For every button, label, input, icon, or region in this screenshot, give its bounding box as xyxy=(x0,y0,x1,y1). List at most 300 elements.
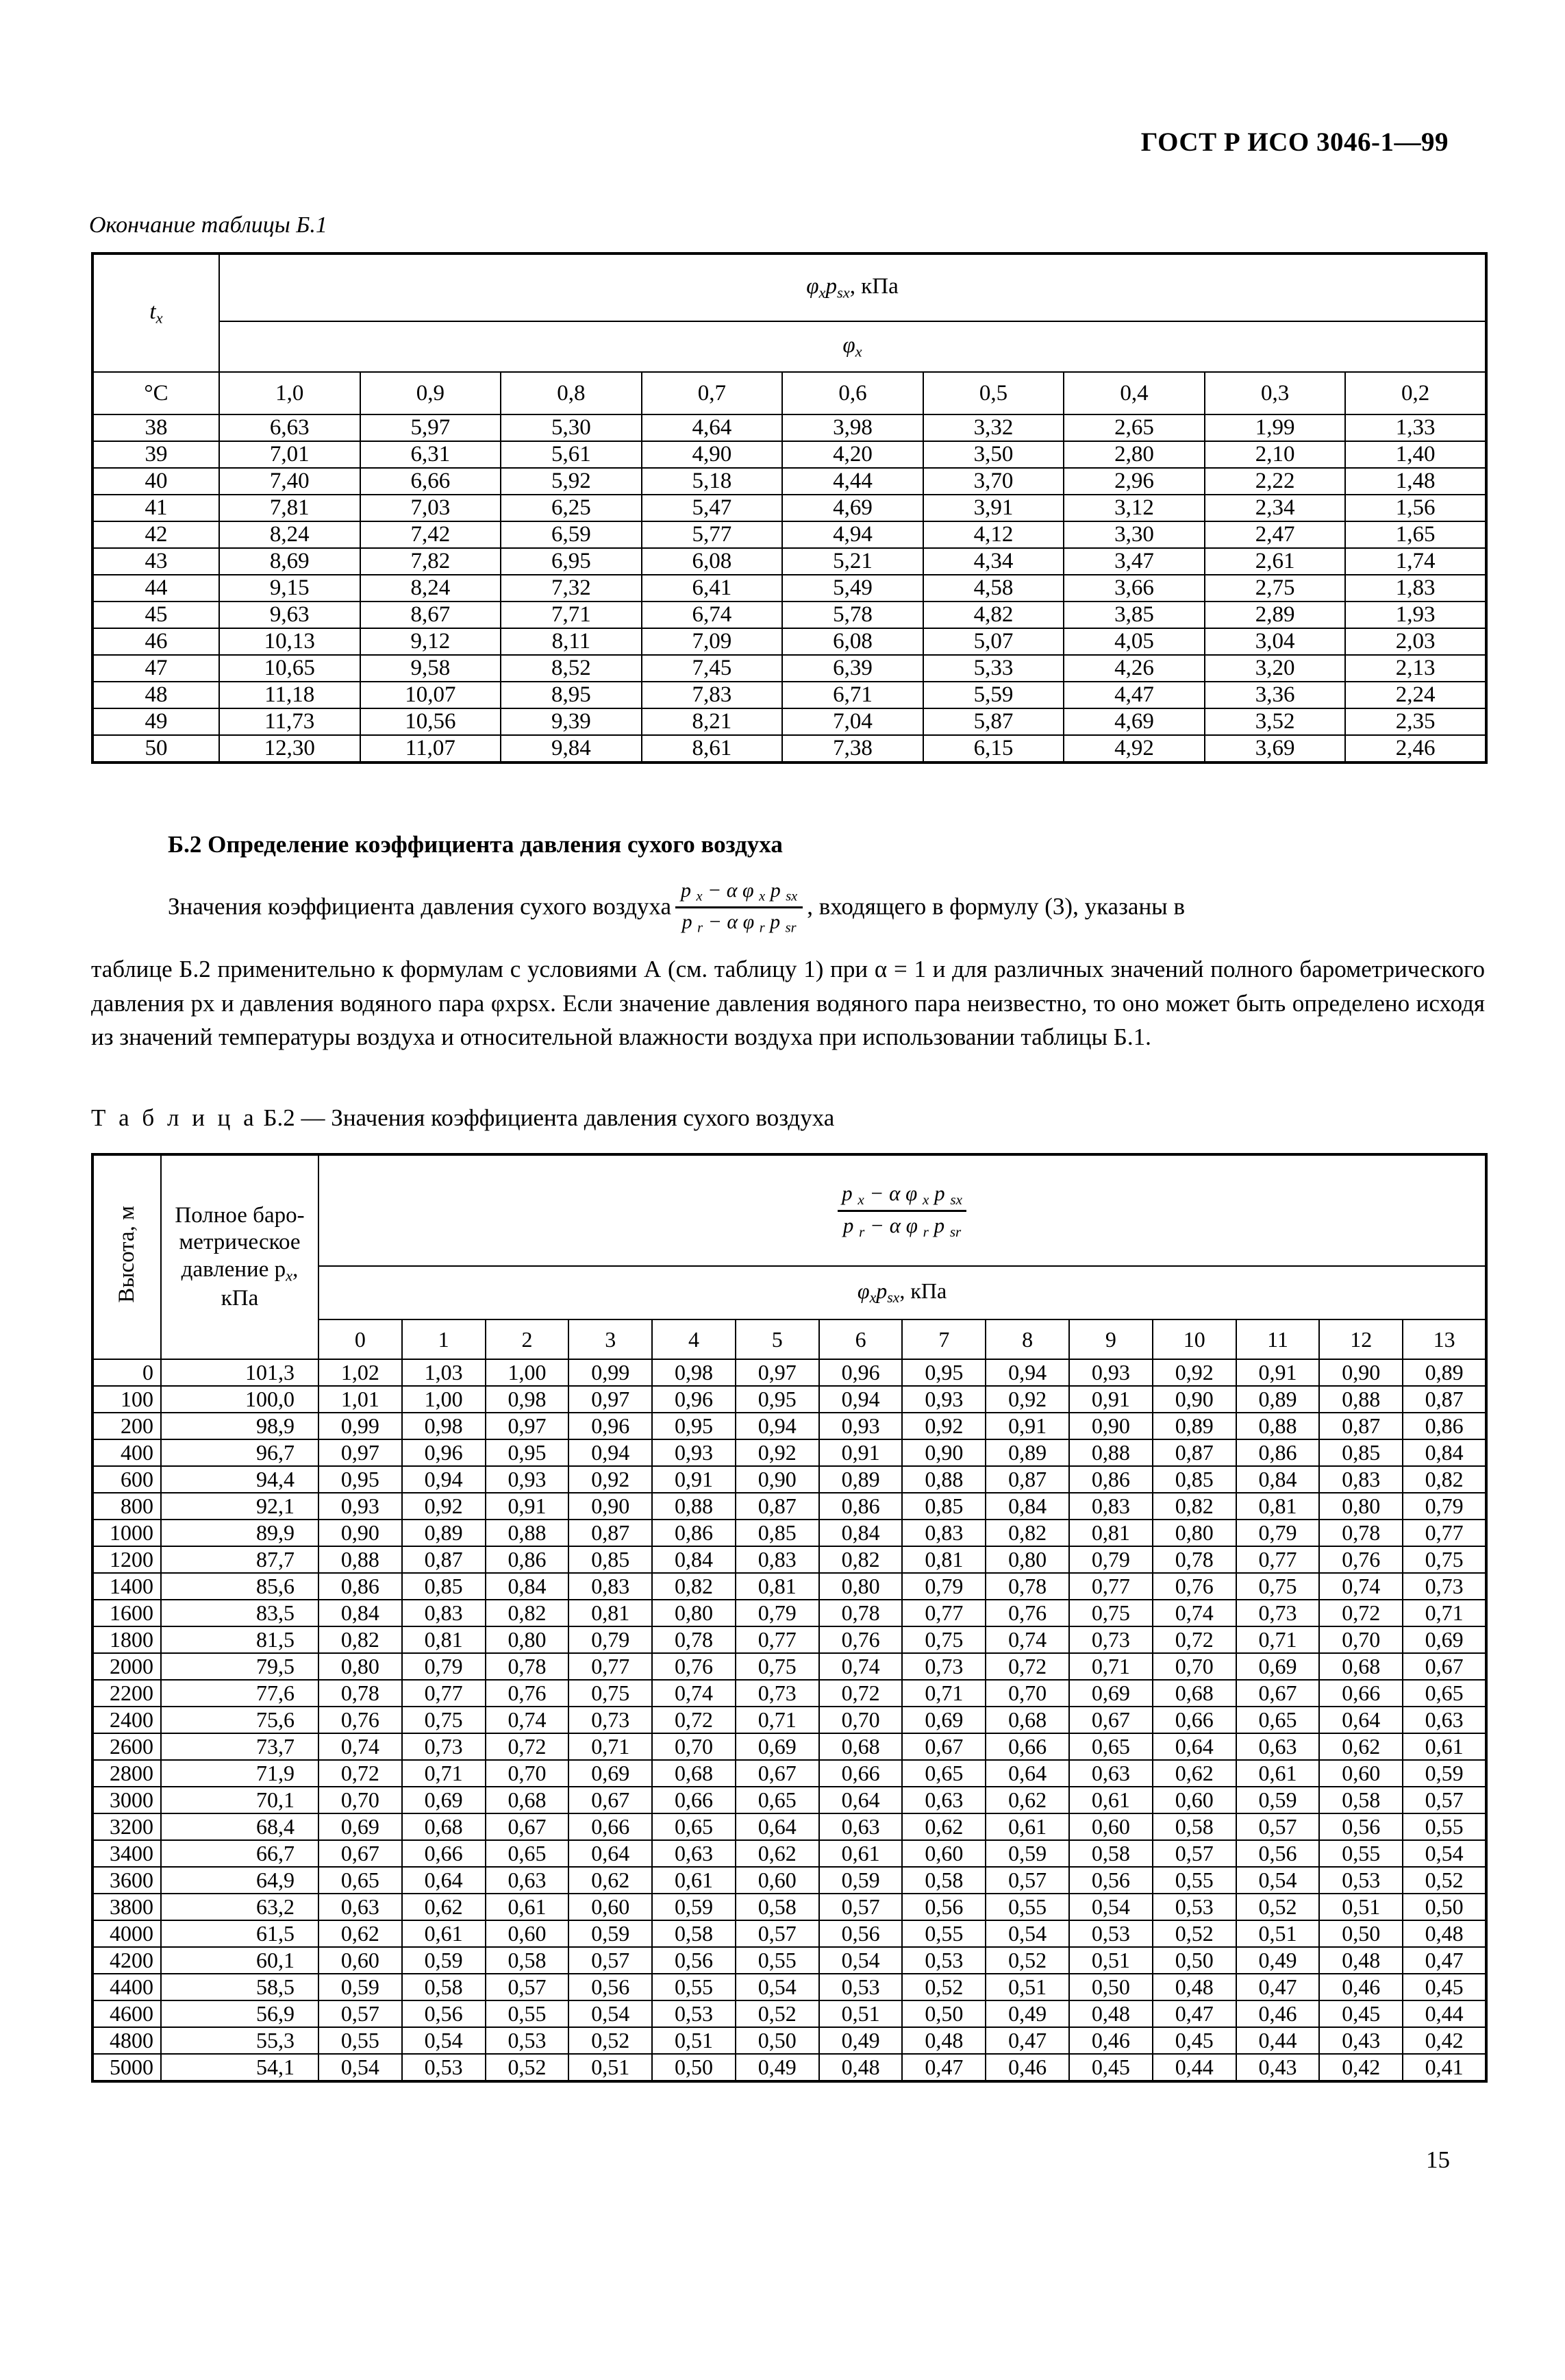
table-b2-value-cell: 0,76 xyxy=(652,1653,736,1680)
table-b2-value-cell: 0,75 xyxy=(1069,1600,1153,1626)
table-b2-value-cell: 0,91 xyxy=(1069,1386,1153,1413)
table-b2-row xyxy=(92,1386,1486,1413)
table-b2-value-cell: 0,45 xyxy=(1069,2054,1153,2081)
table-b2-value-cell: 0,52 xyxy=(902,1974,986,2000)
table-b1-value-cell: 3,98 xyxy=(782,414,923,441)
table-b1-value-cell: 4,90 xyxy=(642,441,783,468)
table-b2-value-cell: 0,73 xyxy=(1069,1626,1153,1653)
table-b1-value-cell: 3,69 xyxy=(1205,735,1346,763)
table-b2-caption-rest: Б.2 — Значения коэффициента давления сухого воздуха xyxy=(263,1104,835,1131)
table-b2-value-cell: 0,95 xyxy=(486,1439,569,1466)
table-b2-value-cell: 0,88 xyxy=(902,1466,986,1493)
table-b2-value-cell: 0,57 xyxy=(819,1894,903,1920)
table-b2-value-cell: 0,68 xyxy=(652,1760,736,1787)
table-b2-value-cell: 0,68 xyxy=(819,1733,903,1760)
table-b1-value-cell: 5,92 xyxy=(501,468,642,495)
table-b1-row xyxy=(92,682,1486,708)
table-b2-value-cell: 0,98 xyxy=(652,1359,736,1386)
table-b2-value-cell: 0,97 xyxy=(486,1413,569,1439)
table-b2-row xyxy=(92,1546,1486,1573)
table-b2-value-cell: 0,64 xyxy=(1153,1733,1236,1760)
table-b2-value-cell: 0,81 xyxy=(402,1626,486,1653)
table-b2-row xyxy=(92,1733,1486,1760)
table-b2-column-header: 2 xyxy=(486,1319,569,1359)
table-b1-row xyxy=(92,655,1486,682)
table-b2-value-cell: 0,77 xyxy=(736,1626,819,1653)
table-b1-temperature-cell: 38 xyxy=(92,414,219,441)
table-b1-row xyxy=(92,628,1486,655)
table-b2-value-cell: 0,88 xyxy=(1236,1413,1320,1439)
table-b1-row xyxy=(92,548,1486,575)
table-b2-value-cell: 0,55 xyxy=(486,2000,569,2027)
table-b2-column-header: 5 xyxy=(736,1319,819,1359)
table-b1-value-cell: 1,40 xyxy=(1345,441,1486,468)
table-b2-value-cell: 0,65 xyxy=(902,1760,986,1787)
table-b2-value-cell: 0,85 xyxy=(1153,1466,1236,1493)
table-b2-value-cell: 0,96 xyxy=(402,1439,486,1466)
table-b2-value-cell: 0,83 xyxy=(902,1520,986,1546)
table-b2-value-cell: 0,79 xyxy=(902,1573,986,1600)
table-b2-value-cell: 0,96 xyxy=(819,1359,903,1386)
table-b1-value-cell: 1,93 xyxy=(1345,602,1486,628)
table-b2-height-cell: 3400 xyxy=(92,1840,161,1867)
table-b2-value-cell: 0,75 xyxy=(1403,1546,1486,1573)
table-b2-value-cell: 0,60 xyxy=(1319,1760,1403,1787)
table-b1-value-cell: 2,24 xyxy=(1345,682,1486,708)
table-b1-column-header: 0,9 xyxy=(360,372,501,414)
table-b2-value-cell: 0,82 xyxy=(986,1520,1069,1546)
table-b2-pressure-cell: 61,5 xyxy=(161,1920,318,1947)
formula-numerator: p $_x$ − α φ $_x$ p $_{sx}$ xyxy=(680,879,798,904)
table-b2-value-cell: 0,84 xyxy=(819,1520,903,1546)
table-b2-value-cell: 0,60 xyxy=(318,1947,402,1974)
table-b2-value-cell: 0,77 xyxy=(902,1600,986,1626)
table-b1-temperature-cell: 44 xyxy=(92,575,219,602)
table-b2-pressure-cell: 54,1 xyxy=(161,2054,318,2081)
table-b1-value-cell: 1,56 xyxy=(1345,495,1486,521)
table-b2-value-cell: 0,82 xyxy=(652,1573,736,1600)
table-b2-value-cell: 0,95 xyxy=(736,1386,819,1413)
table-b2-value-cell: 0,52 xyxy=(486,2054,569,2081)
table-b2-value-cell: 0,74 xyxy=(819,1653,903,1680)
table-b2-value-cell: 0,59 xyxy=(1403,1760,1486,1787)
table-b2-value-cell: 0,55 xyxy=(652,1974,736,2000)
table-b1-value-cell: 3,91 xyxy=(923,495,1064,521)
table-b2-column-header: 9 xyxy=(1069,1319,1153,1359)
table-b2-height-cell: 2000 xyxy=(92,1653,161,1680)
table-b2-value-cell: 0,49 xyxy=(1236,1947,1320,1974)
table-b2-value-cell: 0,70 xyxy=(652,1733,736,1760)
table-b1-value-cell: 1,33 xyxy=(1345,414,1486,441)
table-b1-value-cell: 7,03 xyxy=(360,495,501,521)
table-b1-temperature-cell: 39 xyxy=(92,441,219,468)
table-b2-value-cell: 0,67 xyxy=(736,1760,819,1787)
table-b2-row xyxy=(92,1626,1486,1653)
table-b2-value-cell: 0,61 xyxy=(986,1813,1069,1840)
table-b2-value-cell: 0,62 xyxy=(318,1920,402,1947)
table-b2-value-cell: 0,67 xyxy=(318,1840,402,1867)
table-b2-value-cell: 0,83 xyxy=(1069,1493,1153,1520)
table-b2-value-cell: 0,67 xyxy=(1403,1653,1486,1680)
table-b2-value-cell: 0,97 xyxy=(568,1386,652,1413)
table-b2-value-cell: 0,48 xyxy=(1069,2000,1153,2027)
table-b2-height-header: Высота, м xyxy=(92,1154,161,1359)
table-b1-value-cell: 3,47 xyxy=(1064,548,1205,575)
table-b2-pressure-cell: 81,5 xyxy=(161,1626,318,1653)
table-b2-value-cell: 0,95 xyxy=(902,1359,986,1386)
table-b1-row xyxy=(92,575,1486,602)
table-b2-value-cell: 0,52 xyxy=(1403,1867,1486,1894)
table-b2-value-cell: 1,03 xyxy=(402,1359,486,1386)
table-b2-value-cell: 0,89 xyxy=(1153,1413,1236,1439)
table-b2-value-cell: 0,56 xyxy=(902,1894,986,1920)
table-b1-value-cell: 7,71 xyxy=(501,602,642,628)
table-b2-value-cell: 0,71 xyxy=(402,1760,486,1787)
table-b2-value-cell: 0,88 xyxy=(1319,1386,1403,1413)
table-b1-value-cell: 10,13 xyxy=(219,628,360,655)
table-b1-value-cell: 6,41 xyxy=(642,575,783,602)
table-b2-value-cell: 0,55 xyxy=(318,2027,402,2054)
table-b2-value-cell: 0,80 xyxy=(986,1546,1069,1573)
table-b2-value-cell: 0,65 xyxy=(1069,1733,1153,1760)
table-b1-value-cell: 5,97 xyxy=(360,414,501,441)
table-b2-value-cell: 0,58 xyxy=(1319,1787,1403,1813)
table-b2-value-cell: 0,94 xyxy=(986,1359,1069,1386)
table-b2-value-cell: 0,64 xyxy=(986,1760,1069,1787)
table-b2-row xyxy=(92,1520,1486,1546)
table-b1-value-cell: 5,78 xyxy=(782,602,923,628)
table-b1-row xyxy=(92,495,1486,521)
table-b2-value-cell: 0,81 xyxy=(1069,1520,1153,1546)
table-b2-value-cell: 0,75 xyxy=(402,1707,486,1733)
table-b1-column-header: 1,0 xyxy=(219,372,360,414)
table-b2-value-cell: 0,85 xyxy=(1319,1439,1403,1466)
table-b2-value-cell: 0,64 xyxy=(568,1840,652,1867)
table-b2-value-cell: 1,00 xyxy=(402,1386,486,1413)
table-b1-value-cell: 4,69 xyxy=(1064,708,1205,735)
table-b2-value-cell: 0,55 xyxy=(1403,1813,1486,1840)
table-b2-row xyxy=(92,1787,1486,1813)
table-b2-value-cell: 0,54 xyxy=(1403,1840,1486,1867)
table-b2-value-cell: 0,60 xyxy=(486,1920,569,1947)
table-b2-value-cell: 0,42 xyxy=(1403,2027,1486,2054)
table-b1-value-cell: 5,33 xyxy=(923,655,1064,682)
table-b2-value-cell: 0,58 xyxy=(486,1947,569,1974)
table-b2-value-cell: 0,90 xyxy=(318,1520,402,1546)
table-b2-height-cell: 600 xyxy=(92,1466,161,1493)
table-b2-pressure-cell: 58,5 xyxy=(161,1974,318,2000)
table-b2-value-cell: 0,89 xyxy=(1403,1359,1486,1386)
table-b1-value-cell: 4,44 xyxy=(782,468,923,495)
table-b2-row xyxy=(92,1707,1486,1733)
table-b2-value-cell: 0,52 xyxy=(568,2027,652,2054)
table-b2-value-cell: 0,93 xyxy=(1069,1359,1153,1386)
table-b1-value-cell: 1,99 xyxy=(1205,414,1346,441)
table-b2-value-cell: 0,79 xyxy=(1403,1493,1486,1520)
table-b2-value-cell: 0,74 xyxy=(1153,1600,1236,1626)
table-b2-value-cell: 0,91 xyxy=(986,1413,1069,1439)
table-b2-value-cell: 0,95 xyxy=(318,1466,402,1493)
table-b1-value-cell: 6,25 xyxy=(501,495,642,521)
table-b2-row xyxy=(92,1413,1486,1439)
table-b2-value-cell: 0,55 xyxy=(1153,1867,1236,1894)
table-b2-value-cell: 0,63 xyxy=(486,1867,569,1894)
table-b2-value-cell: 0,50 xyxy=(1403,1894,1486,1920)
table-b2-value-cell: 0,66 xyxy=(652,1787,736,1813)
table-b2-value-cell: 0,66 xyxy=(568,1813,652,1840)
table-b1-value-cell: 2,65 xyxy=(1064,414,1205,441)
table-b2-value-cell: 0,76 xyxy=(986,1600,1069,1626)
table-b2-value-cell: 0,90 xyxy=(902,1439,986,1466)
table-b2-pressure-cell: 98,9 xyxy=(161,1413,318,1439)
table-b2-height-cell: 2800 xyxy=(92,1760,161,1787)
table-b2-value-cell: 0,54 xyxy=(986,1920,1069,1947)
formula-denominator: p $_r$ − α φ $_r$ p $_{sr}$ xyxy=(675,906,803,936)
table-b2-value-cell: 0,47 xyxy=(1403,1947,1486,1974)
section-b2-paragraph-2: таблице Б.2 применительно к формулам с условиями А (см. таблицу 1) при α = 1 и для различных значений полного барометрического давления px и давления водяного пара φxpsx. Если значение давления водяного пара неизвестно, то оно может быть определено исходя из значений температуры воздуха и относительной влажности воздуха при использовании таблицы Б.1. xyxy=(91,956,1485,1051)
table-b2-height-cell: 1600 xyxy=(92,1600,161,1626)
table-b2-value-cell: 0,90 xyxy=(736,1466,819,1493)
table-b1-row xyxy=(92,468,1486,495)
table-b2-value-cell: 0,88 xyxy=(652,1493,736,1520)
table-b1-value-cell: 8,52 xyxy=(501,655,642,682)
table-b2-value-cell: 0,80 xyxy=(819,1573,903,1600)
table-b2-value-cell: 0,92 xyxy=(568,1466,652,1493)
table-b2-pressure-header: Полное баро- метрическое давление $p_x$, кПа xyxy=(161,1154,318,1359)
table-b1-header-row-2 xyxy=(92,321,1486,372)
table-b2-value-cell: 0,79 xyxy=(568,1626,652,1653)
table-b1-value-cell: 5,77 xyxy=(642,521,783,548)
table-b2-value-cell: 0,89 xyxy=(1236,1386,1320,1413)
table-b2-row xyxy=(92,1840,1486,1867)
table-b1-value-cell: 4,92 xyxy=(1064,735,1205,763)
table-b2-value-cell: 0,76 xyxy=(1153,1573,1236,1600)
table-b2-value-cell: 0,86 xyxy=(318,1573,402,1600)
table-b2-height-cell: 800 xyxy=(92,1493,161,1520)
table-b1-value-cell: 8,24 xyxy=(219,521,360,548)
table-b2-value-cell: 0,93 xyxy=(318,1493,402,1520)
table-b1-value-cell: 5,30 xyxy=(501,414,642,441)
table-b1-value-cell: 4,58 xyxy=(923,575,1064,602)
table-b2-value-cell: 0,62 xyxy=(986,1787,1069,1813)
table-b1-temperature-cell: 46 xyxy=(92,628,219,655)
table-b1-value-cell: 3,20 xyxy=(1205,655,1346,682)
table-b1-header-row-3 xyxy=(92,372,1486,414)
table-b2-value-cell: 0,84 xyxy=(1236,1466,1320,1493)
table-b2-value-cell: 0,73 xyxy=(736,1680,819,1707)
table-b2-value-cell: 0,60 xyxy=(1069,1813,1153,1840)
table-b2-row xyxy=(92,1974,1486,2000)
paragraph-1-text-after: , входящего в формулу (3), указаны в xyxy=(807,893,1185,920)
table-b2-height-cell: 1000 xyxy=(92,1520,161,1546)
table-b1-value-cell: 10,56 xyxy=(360,708,501,735)
table-b2-value-cell: 0,86 xyxy=(819,1493,903,1520)
table-b1-value-cell: 6,39 xyxy=(782,655,923,682)
table-b2-value-cell: 0,98 xyxy=(486,1386,569,1413)
table-b2-pressure-cell: 77,6 xyxy=(161,1680,318,1707)
table-b2-value-cell: 0,58 xyxy=(1069,1840,1153,1867)
table-b2-value-cell: 0,56 xyxy=(652,1947,736,1974)
table-b2-pressure-cell: 66,7 xyxy=(161,1840,318,1867)
table-b2-column-header: 3 xyxy=(568,1319,652,1359)
table-b2-value-cell: 0,87 xyxy=(736,1493,819,1520)
table-b2-value-cell: 0,83 xyxy=(402,1600,486,1626)
table-b1-value-cell: 5,61 xyxy=(501,441,642,468)
table-b2-value-cell: 0,99 xyxy=(568,1359,652,1386)
table-b2-value-cell: 0,87 xyxy=(1403,1386,1486,1413)
table-b1-value-cell: 6,31 xyxy=(360,441,501,468)
table-b2-caption-prefix: Т а б л и ц а xyxy=(91,1104,258,1131)
table-b2-value-cell: 0,60 xyxy=(1153,1787,1236,1813)
table-b2-value-cell: 0,57 xyxy=(986,1867,1069,1894)
table-b2-value-cell: 0,80 xyxy=(652,1600,736,1626)
table-b2-value-cell: 0,59 xyxy=(568,1920,652,1947)
table-b1-value-cell: 6,74 xyxy=(642,602,783,628)
table-b2-value-cell: 0,72 xyxy=(986,1653,1069,1680)
table-b1-value-cell: 7,38 xyxy=(782,735,923,763)
table-b1-value-cell: 2,22 xyxy=(1205,468,1346,495)
table-b2-value-cell: 0,84 xyxy=(652,1546,736,1573)
table-b1-value-cell: 2,80 xyxy=(1064,441,1205,468)
table-b2-height-cell: 3200 xyxy=(92,1813,161,1840)
table-b2-height-cell: 2400 xyxy=(92,1707,161,1733)
table-b2-value-cell: 0,61 xyxy=(819,1840,903,1867)
table-b2-value-cell: 0,54 xyxy=(819,1947,903,1974)
table-b1-value-cell: 5,47 xyxy=(642,495,783,521)
table-b2-value-cell: 0,73 xyxy=(402,1733,486,1760)
table-b2-value-cell: 0,50 xyxy=(1069,1974,1153,2000)
table-b2-pressure-cell: 75,6 xyxy=(161,1707,318,1733)
table-b2-value-cell: 0,46 xyxy=(1236,2000,1320,2027)
table-b1-unit-celsius: °C xyxy=(92,372,219,414)
paragraph-1-text-before: Значения коэффициента давления сухого воздуха xyxy=(168,893,671,920)
table-b2-value-cell: 0,74 xyxy=(318,1733,402,1760)
table-b2-value-cell: 0,96 xyxy=(568,1413,652,1439)
table-b2-pressure-cell: 96,7 xyxy=(161,1439,318,1466)
table-b1-temperature-cell: 47 xyxy=(92,655,219,682)
table-b2-pressure-cell: 79,5 xyxy=(161,1653,318,1680)
table-b2-value-cell: 0,72 xyxy=(318,1760,402,1787)
table-b1-column-header: 0,8 xyxy=(501,372,642,414)
table-b2-value-cell: 0,73 xyxy=(902,1653,986,1680)
table-b2-value-cell: 0,69 xyxy=(1403,1626,1486,1653)
table-b2-value-cell: 0,58 xyxy=(652,1920,736,1947)
table-b2-value-cell: 0,60 xyxy=(736,1867,819,1894)
table-b1-value-cell: 9,58 xyxy=(360,655,501,682)
table-b2-value-cell: 0,47 xyxy=(1153,2000,1236,2027)
table-b2-value-cell: 0,53 xyxy=(1319,1867,1403,1894)
table-b2-value-cell: 0,69 xyxy=(736,1733,819,1760)
table-b2-value-cell: 0,95 xyxy=(652,1413,736,1439)
table-b2-pressure-cell: 64,9 xyxy=(161,1867,318,1894)
table-b2-row xyxy=(92,2027,1486,2054)
table-b1-value-cell: 4,12 xyxy=(923,521,1064,548)
table-b2-value-cell: 0,68 xyxy=(1319,1653,1403,1680)
table-b2-value-cell: 0,84 xyxy=(986,1493,1069,1520)
table-b2-value-cell: 0,52 xyxy=(986,1947,1069,1974)
table-b2-value-cell: 0,84 xyxy=(318,1600,402,1626)
table-b2-value-cell: 0,61 xyxy=(1069,1787,1153,1813)
table-b2-value-cell: 0,72 xyxy=(1319,1600,1403,1626)
table-b2-value-cell: 0,65 xyxy=(736,1787,819,1813)
table-b2-value-cell: 0,91 xyxy=(819,1439,903,1466)
table-b2-value-cell: 0,51 xyxy=(652,2027,736,2054)
table-b1-value-cell: 7,83 xyxy=(642,682,783,708)
table-b2-value-cell: 0,51 xyxy=(986,1974,1069,2000)
table-b2-value-cell: 0,65 xyxy=(652,1813,736,1840)
table-b2-height-cell: 4000 xyxy=(92,1920,161,1947)
table-b1-value-cell: 9,63 xyxy=(219,602,360,628)
table-b2-height-cell: 200 xyxy=(92,1413,161,1439)
table-b1-row xyxy=(92,414,1486,441)
table-b2-height-cell: 5000 xyxy=(92,2054,161,2081)
table-b1-value-cell: 2,35 xyxy=(1345,708,1486,735)
table-b2-value-cell: 0,65 xyxy=(1236,1707,1320,1733)
table-b1-value-cell: 8,61 xyxy=(642,735,783,763)
table-b2-column-header: 12 xyxy=(1319,1319,1403,1359)
table-b2-value-cell: 0,51 xyxy=(568,2054,652,2081)
table-b2-value-cell: 0,97 xyxy=(318,1439,402,1466)
table-b2-value-cell: 0,54 xyxy=(1236,1867,1320,1894)
table-b1-phi-header: $\varphi_x$ xyxy=(219,321,1486,372)
table-b2-value-cell: 0,97 xyxy=(736,1359,819,1386)
table-b1-value-cell: 1,48 xyxy=(1345,468,1486,495)
table-b2-value-cell: 0,54 xyxy=(568,2000,652,2027)
table-b1-temperature-cell: 49 xyxy=(92,708,219,735)
table-b2-value-cell: 0,57 xyxy=(1153,1840,1236,1867)
table-b1-value-cell: 4,26 xyxy=(1064,655,1205,682)
table-b2-row xyxy=(92,2054,1486,2081)
table-b1-value-cell: 7,01 xyxy=(219,441,360,468)
table-b2-value-cell: 0,98 xyxy=(402,1413,486,1439)
table-b1-value-cell: 5,49 xyxy=(782,575,923,602)
table-b2-value-cell: 0,85 xyxy=(902,1493,986,1520)
table-b2-column-header: 11 xyxy=(1236,1319,1320,1359)
table-b2-value-cell: 0,69 xyxy=(1236,1653,1320,1680)
table-b1-value-cell: 3,04 xyxy=(1205,628,1346,655)
table-b1-value-cell: 8,24 xyxy=(360,575,501,602)
table-b2-column-header: 13 xyxy=(1403,1319,1486,1359)
table-b2-value-cell: 0,84 xyxy=(1403,1439,1486,1466)
table-b2-value-cell: 0,60 xyxy=(902,1840,986,1867)
table-b2-value-cell: 0,53 xyxy=(1069,1920,1153,1947)
table-b1-column-header: 0,2 xyxy=(1345,372,1486,414)
table-b2-value-cell: 0,81 xyxy=(1236,1493,1320,1520)
table-b2-value-cell: 0,93 xyxy=(819,1413,903,1439)
table-b2-value-cell: 0,63 xyxy=(1236,1733,1320,1760)
table-b2-column-header: 0 xyxy=(318,1319,402,1359)
table-b2-pressure-cell: 87,7 xyxy=(161,1546,318,1573)
table-b2-value-cell: 0,62 xyxy=(568,1867,652,1894)
table-b2-value-cell: 0,45 xyxy=(1403,1974,1486,2000)
table-b2-value-cell: 0,51 xyxy=(1236,1920,1320,1947)
table-b2-pressure-cell: 55,3 xyxy=(161,2027,318,2054)
table-b1-value-cell: 2,75 xyxy=(1205,575,1346,602)
table-b2-value-cell: 0,70 xyxy=(318,1787,402,1813)
table-b2-value-cell: 0,50 xyxy=(1319,1920,1403,1947)
table-b2-value-cell: 0,70 xyxy=(486,1760,569,1787)
table-b2-value-cell: 0,67 xyxy=(1236,1680,1320,1707)
table-b2-value-cell: 0,74 xyxy=(486,1707,569,1733)
table-b2-pressure-cell: 85,6 xyxy=(161,1573,318,1600)
table-b2-value-cell: 0,48 xyxy=(1403,1920,1486,1947)
table-b2-value-cell: 0,89 xyxy=(402,1520,486,1546)
table-b2-value-cell: 0,62 xyxy=(402,1894,486,1920)
table-b2-pressure-cell: 92,1 xyxy=(161,1493,318,1520)
table-b2-value-cell: 0,59 xyxy=(652,1894,736,1920)
table-b2-value-cell: 0,56 xyxy=(1069,1867,1153,1894)
table-b2-value-cell: 1,02 xyxy=(318,1359,402,1386)
